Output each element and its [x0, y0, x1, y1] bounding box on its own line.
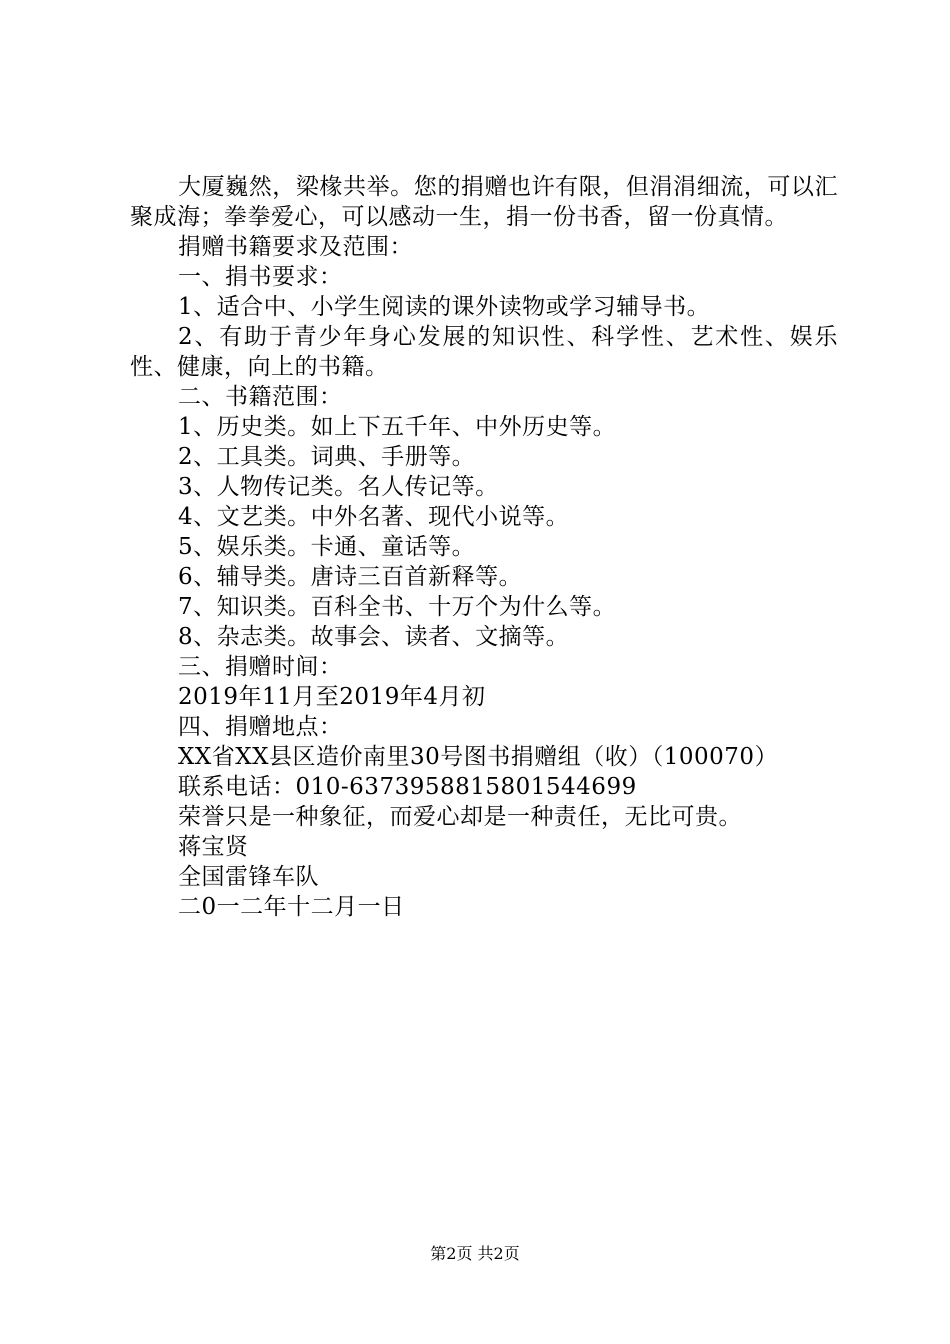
page-number-footer: 第2页 共2页: [430, 1244, 520, 1263]
section-2-item: 4、文艺类。中外名著、现代小说等。: [178, 504, 570, 530]
intro-paragraph: 大厦巍然，梁椽共举。您的捐赠也许有限，但涓涓细流，可以汇聚成海；拳拳爱心，可以感动一生，捐一份书香，留一份真情。: [130, 174, 838, 230]
section-2-item: 6、辅导类。唐诗三百首新释等。: [178, 564, 523, 590]
signature-name: 蒋宝贤: [178, 834, 249, 860]
signature-organization: 全国雷锋车队: [178, 864, 319, 890]
requirements-heading: 捐赠书籍要求及范围：: [178, 234, 413, 260]
donation-period: 2019年11月至2019年4月初: [178, 684, 486, 710]
section-2-item: 5、娱乐类。卡通、童话等。: [178, 534, 476, 560]
section-4-title: 四、捐赠地点：: [178, 714, 343, 740]
signature-date: 二0一二年十二月一日: [178, 894, 405, 920]
document-body: [130, 172, 838, 922]
section-1-item: 2、有助于青少年身心发展的知识性、科学性、艺术性、娱乐性、健康，向上的书籍。: [130, 324, 838, 380]
contact-phone: 联系电话：010-6373958815801544699: [178, 774, 637, 800]
section-2-item: 3、人物传记类。名人传记等。: [178, 474, 499, 500]
section-1-item: 1、适合中、小学生阅读的课外读物或学习辅导书。: [178, 294, 711, 320]
section-3-title: 三、捐赠时间：: [178, 654, 343, 680]
section-2-item: 2、工具类。词典、手册等。: [178, 444, 476, 470]
section-2-item: 7、知识类。百科全书、十万个为什么等。: [178, 594, 617, 620]
section-2-item: 8、杂志类。故事会、读者、文摘等。: [178, 624, 570, 650]
section-1-title: 一、捐书要求：: [178, 264, 343, 290]
closing-statement: 荣誉只是一种象征，而爱心却是一种责任，无比可贵。: [178, 804, 742, 830]
section-2-item: 1、历史类。如上下五千年、中外历史等。: [178, 414, 617, 440]
donation-address: XX省XX县区造价南里30号图书捐赠组（收）（100070）: [178, 744, 779, 770]
section-2-title: 二、书籍范围：: [178, 384, 343, 410]
